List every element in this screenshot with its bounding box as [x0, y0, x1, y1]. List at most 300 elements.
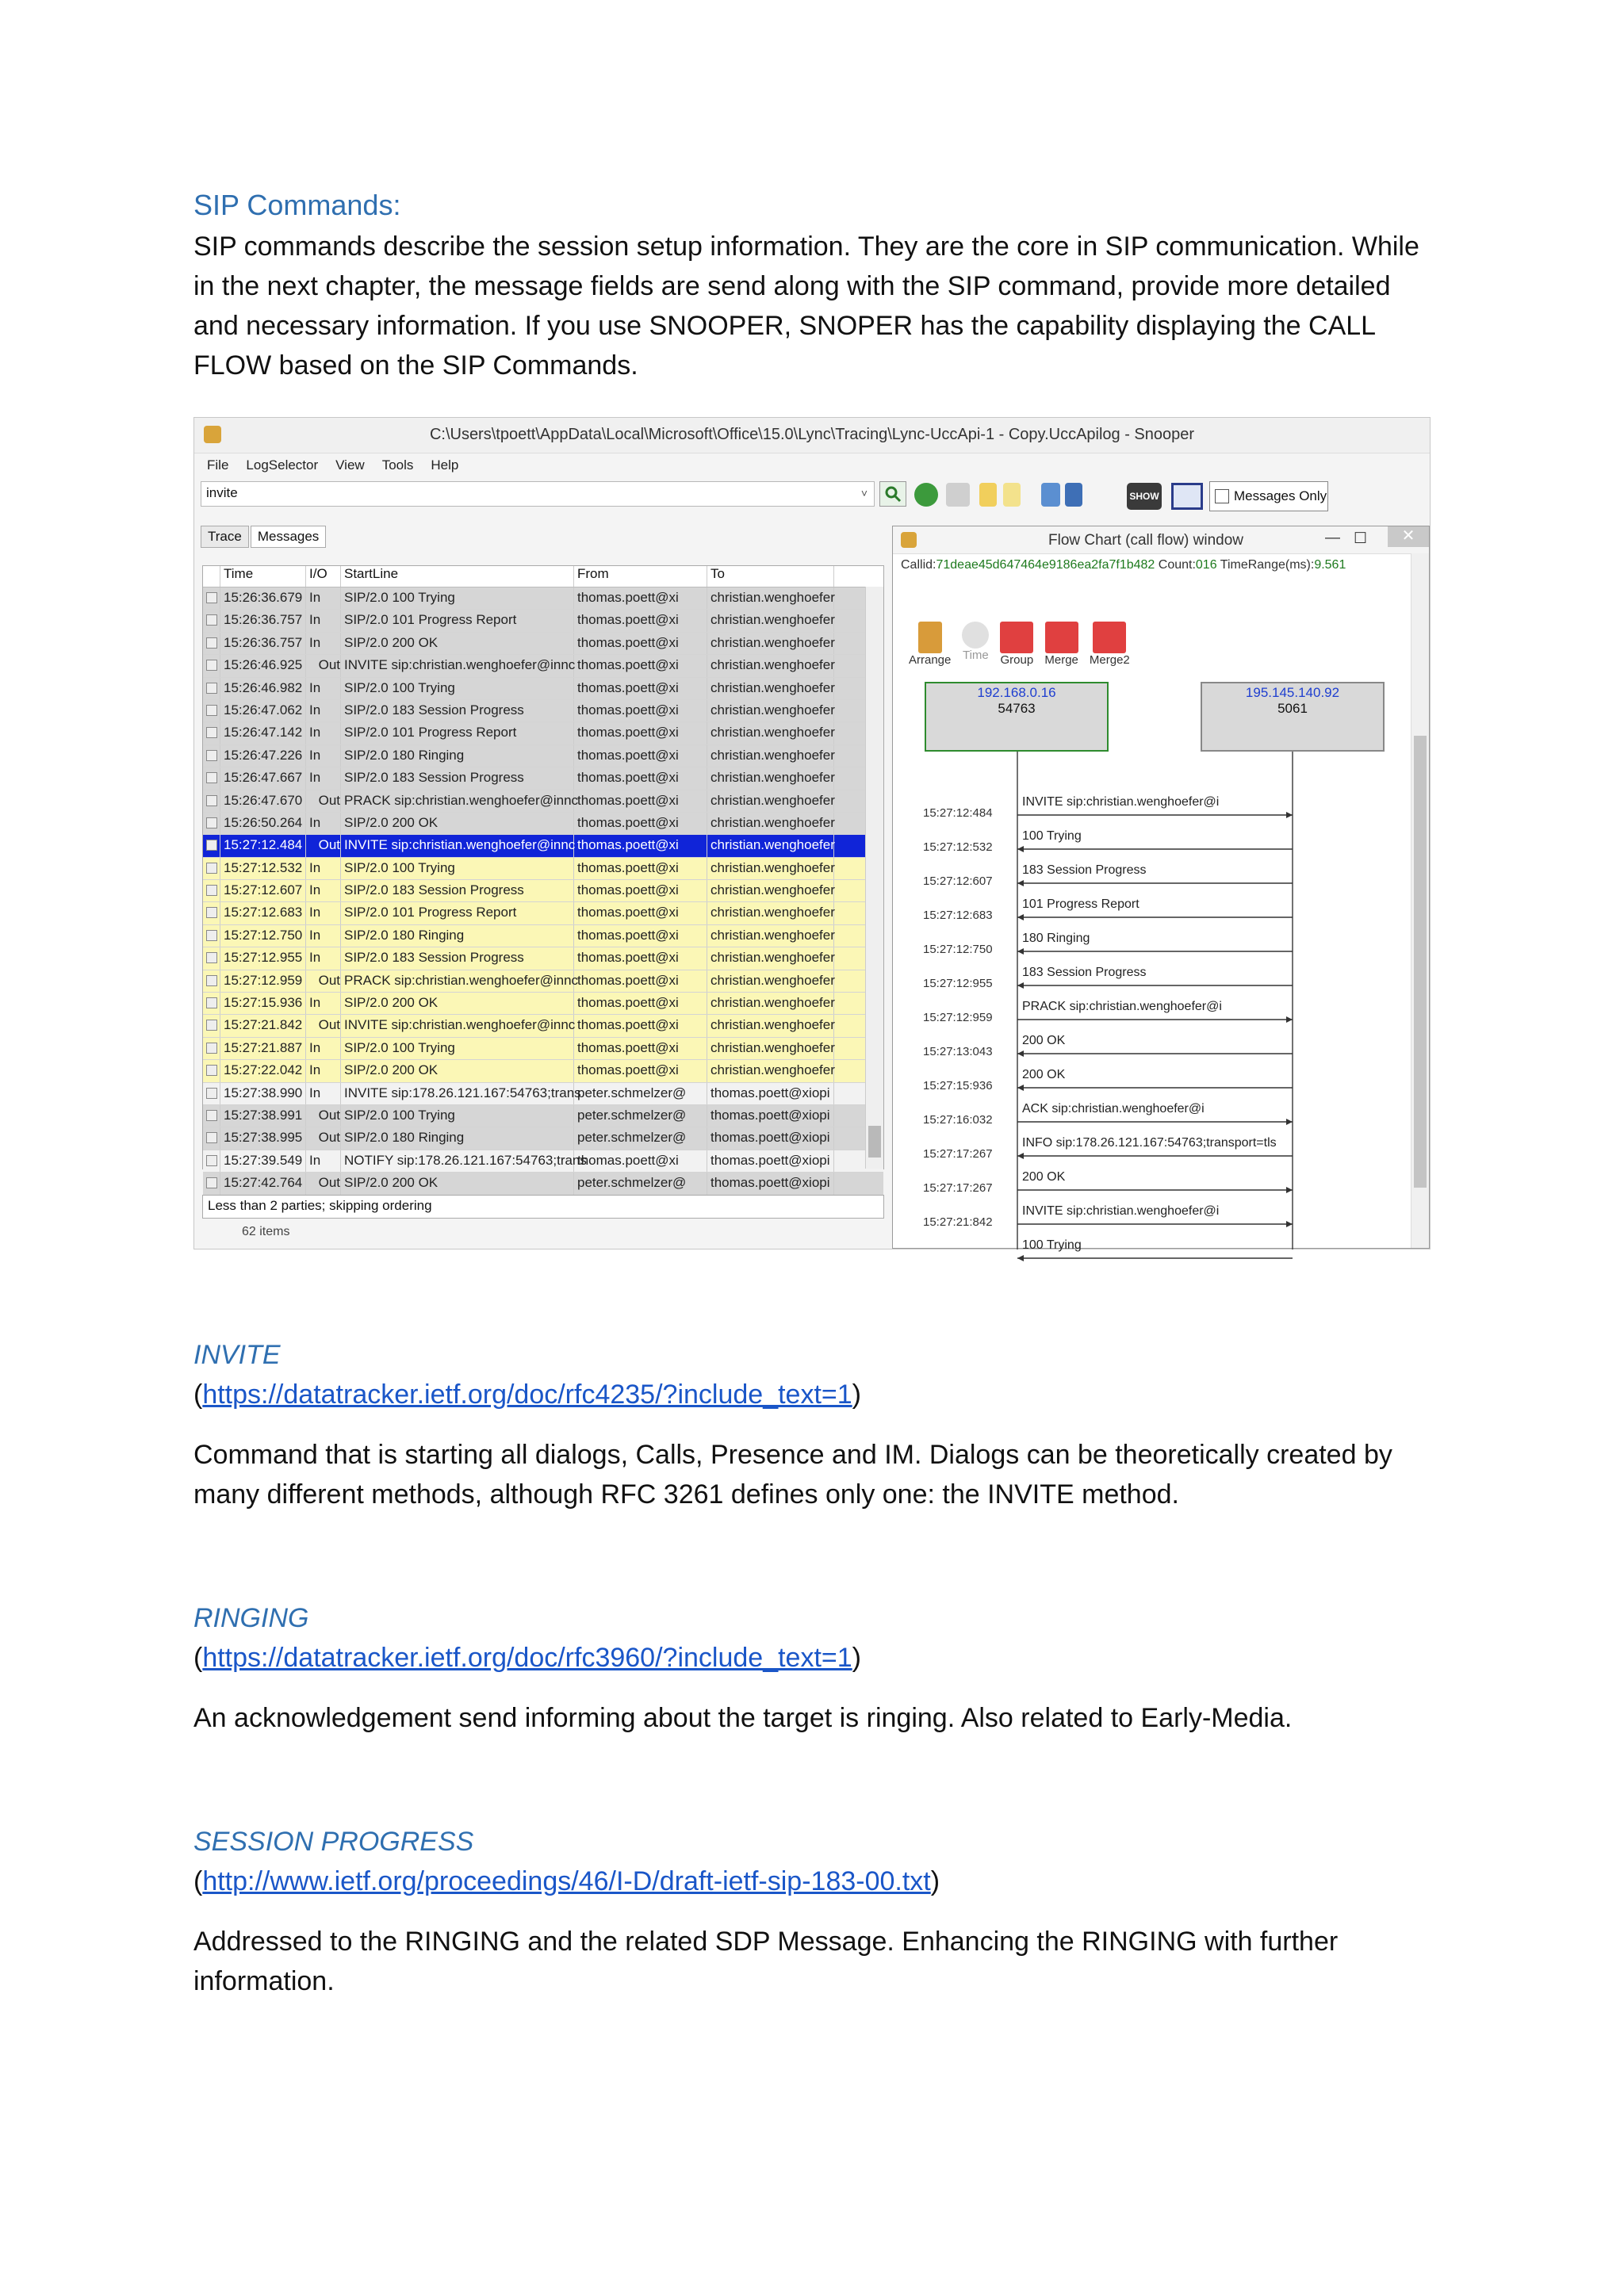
cell-time: 15:26:47.667	[220, 767, 306, 789]
cell-io: Out	[306, 835, 341, 856]
window-titlebar	[194, 418, 1430, 453]
cell-startline: SIP/2.0 183 Session Progress	[341, 767, 574, 789]
cell-io: In	[306, 767, 341, 789]
cell-io: In	[306, 947, 341, 969]
row-checkbox-box[interactable]	[206, 592, 217, 603]
message-time: 15:27:12:683	[923, 909, 993, 922]
row-checkbox-box[interactable]	[206, 930, 217, 941]
cell-io: In	[306, 880, 341, 901]
arrowhead	[1286, 1016, 1293, 1023]
cell-time: 15:26:46.982	[220, 678, 306, 699]
row-checkbox-box[interactable]	[206, 1177, 217, 1188]
cell-from: thomas.poett@xi	[574, 858, 707, 879]
cell-to: christian.wenghoefer	[707, 835, 834, 856]
cell-from: peter.schmelzer@	[574, 1173, 707, 1194]
cell-io: Out	[306, 1015, 341, 1036]
row-checkbox-box[interactable]	[206, 1065, 217, 1076]
cell-from: thomas.poett@xi	[574, 610, 707, 631]
cell-to: christian.wenghoefer	[707, 1038, 834, 1059]
refresh-icon[interactable]	[914, 483, 938, 507]
cell-startline: SIP/2.0 180 Ringing	[341, 925, 574, 947]
cell-io: In	[306, 813, 341, 834]
cell-startline: SIP/2.0 100 Trying	[341, 587, 574, 609]
host-a-port: 54763	[998, 701, 1036, 716]
row-checkbox-box[interactable]	[206, 840, 217, 851]
menu-bar	[194, 453, 1430, 477]
cell-to: thomas.poett@xiopi	[707, 1105, 834, 1127]
cell-time: 15:27:42.764	[220, 1173, 306, 1194]
section-link[interactable]: http://www.ietf.org/proceedings/46/I-D/draft-ietf-sip-183-00.txt	[202, 1866, 931, 1896]
cell-io: Out	[306, 790, 341, 812]
row-checkbox	[203, 655, 220, 676]
cell-time: 15:27:12.532	[220, 858, 306, 879]
cell-to: christian.wenghoefer	[707, 587, 834, 609]
cell-from: thomas.poett@xi	[574, 722, 707, 744]
table-row[interactable]	[203, 1127, 883, 1150]
column-startline[interactable]: StartLine	[341, 566, 574, 587]
row-checkbox	[203, 722, 220, 744]
cell-from: thomas.poett@xi	[574, 655, 707, 676]
maximize-icon[interactable]: ☐	[1353, 530, 1367, 547]
table-row[interactable]	[203, 925, 883, 947]
show-button[interactable]: SHOW	[1127, 483, 1162, 510]
message-label: 200 OK	[1022, 1068, 1066, 1081]
messages-only-label: Messages Only	[1234, 488, 1327, 503]
row-checkbox-box[interactable]	[206, 1020, 217, 1031]
table-row[interactable]	[203, 835, 883, 857]
table-row[interactable]	[203, 813, 883, 835]
cell-startline: PRACK sip:christian.wenghoefer@innc	[341, 970, 574, 992]
table-row[interactable]	[203, 1105, 883, 1127]
message-time: 15:27:12:532	[923, 840, 993, 854]
cell-time: 15:27:38.991	[220, 1105, 306, 1127]
cell-time: 15:27:12.484	[220, 835, 306, 856]
arrowhead	[1286, 1221, 1293, 1227]
section-link-line: (https://datatracker.ietf.org/doc/rfc4235/?include_text=1)	[193, 1380, 861, 1410]
cell-to: christian.wenghoefer	[707, 947, 834, 969]
call-flow-diagram	[893, 526, 1408, 1252]
message-label: INFO sip:178.26.121.167:54763;transport=tls	[1022, 1136, 1277, 1150]
row-checkbox-box[interactable]	[206, 1110, 217, 1121]
cell-time: 15:27:38.990	[220, 1083, 306, 1104]
cell-from: thomas.poett@xi	[574, 587, 707, 609]
arrowhead	[1017, 1153, 1024, 1159]
row-checkbox	[203, 1150, 220, 1172]
table-row[interactable]	[203, 722, 883, 744]
cell-io: In	[306, 587, 341, 609]
cell-to: christian.wenghoefer	[707, 902, 834, 924]
cell-io: Out	[306, 655, 341, 676]
cell-time: 15:26:47.226	[220, 745, 306, 767]
cell-time: 15:27:12.683	[220, 902, 306, 924]
section-link-line: (http://www.ietf.org/proceedings/46/I-D/draft-ietf-sip-183-00.txt)	[193, 1866, 940, 1896]
row-checkbox	[203, 858, 220, 879]
cell-from: peter.schmelzer@	[574, 1127, 707, 1149]
arrowhead	[1286, 1119, 1293, 1125]
cell-startline: SIP/2.0 200 OK	[341, 1060, 574, 1081]
close-icon[interactable]: ✕	[1388, 526, 1429, 547]
tab-trace[interactable]: Trace	[201, 526, 249, 548]
row-checkbox	[203, 587, 220, 609]
column-time[interactable]: Time	[220, 566, 306, 587]
cell-time: 15:27:21.842	[220, 1015, 306, 1036]
row-checkbox	[203, 1083, 220, 1104]
cell-from: thomas.poett@xi	[574, 947, 707, 969]
cell-io: In	[306, 858, 341, 879]
cell-startline: PRACK sip:christian.wenghoefer@innc	[341, 790, 574, 812]
row-checkbox	[203, 610, 220, 631]
table-row[interactable]	[203, 655, 883, 677]
row-checkbox	[203, 925, 220, 947]
table-row[interactable]	[203, 633, 883, 655]
cell-to: christian.wenghoefer	[707, 745, 834, 767]
message-label: 100 Trying	[1022, 829, 1082, 843]
command-section	[193, 1598, 1431, 1738]
cell-io: Out	[306, 1105, 341, 1127]
chevron-down-icon[interactable]: ˅	[860, 487, 868, 499]
cell-time: 15:27:12.607	[220, 880, 306, 901]
host-a-ip: 192.168.0.16	[977, 685, 1056, 700]
arrowhead	[1017, 1050, 1024, 1057]
message-label: 200 OK	[1022, 1034, 1066, 1047]
grid-body	[203, 587, 883, 1196]
group-label: Group	[1000, 653, 1034, 667]
message-label: INVITE sip:christian.wenghoefer@i	[1022, 1204, 1220, 1218]
table-row[interactable]	[203, 610, 883, 632]
cell-time: 15:27:21.887	[220, 1038, 306, 1059]
message-label: PRACK sip:christian.wenghoefer@i	[1022, 1000, 1222, 1013]
row-checkbox	[203, 880, 220, 901]
callid-value: 71deae45d647464e9186ea2fa7f1b482	[936, 558, 1155, 572]
message-label: INVITE sip:christian.wenghoefer@i	[1022, 795, 1220, 809]
cell-to: christian.wenghoefer	[707, 1060, 834, 1081]
command-section	[193, 1335, 1431, 1514]
cell-to: christian.wenghoefer	[707, 880, 834, 901]
cell-io: Out	[306, 970, 341, 992]
cell-time: 15:26:36.757	[220, 610, 306, 631]
cell-startline: SIP/2.0 100 Trying	[341, 1105, 574, 1127]
menu-file[interactable]: File	[207, 457, 229, 473]
message-label: 183 Session Progress	[1022, 966, 1147, 979]
cell-io: In	[306, 678, 341, 699]
row-checkbox	[203, 813, 220, 834]
grid-scrollbar[interactable]	[865, 587, 883, 1169]
cell-from: thomas.poett@xi	[574, 1015, 707, 1036]
table-row[interactable]	[203, 678, 883, 700]
grid-header	[203, 566, 883, 587]
host-b-ip: 195.145.140.92	[1245, 685, 1340, 700]
pencil-icon[interactable]	[979, 483, 997, 507]
cell-startline: INVITE sip:christian.wenghoefer@innc	[341, 655, 574, 676]
row-checkbox-box[interactable]	[206, 885, 217, 896]
arrowhead	[1017, 846, 1024, 852]
cell-startline: INVITE sip:178.26.121.167:54763;trans	[341, 1083, 574, 1104]
cell-startline: SIP/2.0 200 OK	[341, 633, 574, 654]
menu-logselector[interactable]: LogSelector	[246, 457, 319, 473]
flow-scrollbar[interactable]	[1411, 553, 1429, 1248]
tab-messages[interactable]: Messages	[251, 526, 326, 548]
row-checkbox-box[interactable]	[206, 637, 217, 649]
row-checkbox-box[interactable]	[206, 727, 217, 738]
cell-io: In	[306, 1150, 341, 1172]
row-checkbox-box[interactable]	[206, 863, 217, 874]
message-time: 15:27:12:750	[923, 943, 993, 956]
row-checkbox	[203, 678, 220, 699]
book-icon[interactable]	[1065, 483, 1082, 507]
row-checkbox	[203, 835, 220, 856]
table-row[interactable]	[203, 1060, 883, 1082]
cell-io: In	[306, 993, 341, 1014]
cell-to: christian.wenghoefer	[707, 858, 834, 879]
cell-from: thomas.poett@xi	[574, 678, 707, 699]
header-spacer	[203, 566, 220, 587]
cell-from: thomas.poett@xi	[574, 902, 707, 924]
message-label: 180 Ringing	[1022, 932, 1090, 945]
host-b-port: 5061	[1277, 701, 1308, 716]
range-label: TimeRange(ms):	[1220, 558, 1315, 572]
arrowhead	[1286, 812, 1293, 818]
messages-grid	[202, 565, 884, 1191]
message-time: 15:27:17:267	[923, 1181, 993, 1195]
row-checkbox	[203, 767, 220, 789]
column-from[interactable]: From	[574, 566, 707, 587]
cell-startline: SIP/2.0 101 Progress Report	[341, 722, 574, 744]
toolbar	[201, 481, 1076, 510]
filter-icon[interactable]	[946, 483, 970, 507]
message-label: 100 Trying	[1022, 1238, 1082, 1252]
menu-tools[interactable]: Tools	[381, 457, 414, 473]
cell-from: thomas.poett@xi	[574, 767, 707, 789]
cell-to: christian.wenghoefer	[707, 655, 834, 676]
row-checkbox	[203, 947, 220, 969]
row-checkbox-box[interactable]	[206, 750, 217, 761]
table-row[interactable]	[203, 700, 883, 722]
search-icon	[884, 485, 902, 503]
cell-startline: NOTIFY sip:178.26.121.167:54763;trans	[341, 1150, 574, 1172]
row-checkbox-box[interactable]	[206, 795, 217, 806]
row-checkbox-box[interactable]	[206, 907, 217, 918]
arrowhead	[1286, 1187, 1293, 1193]
search-button[interactable]	[879, 481, 906, 507]
row-checkbox-box[interactable]	[206, 1132, 217, 1143]
cell-time: 15:27:12.955	[220, 947, 306, 969]
table-row[interactable]	[203, 858, 883, 880]
section-link-line: (https://datatracker.ietf.org/doc/rfc3960/?include_text=1)	[193, 1643, 861, 1673]
table-row[interactable]	[203, 1015, 883, 1037]
row-checkbox	[203, 1173, 220, 1194]
cell-time: 15:26:36.757	[220, 633, 306, 654]
cell-from: thomas.poett@xi	[574, 1060, 707, 1081]
cell-startline: SIP/2.0 100 Trying	[341, 1038, 574, 1059]
cell-from: thomas.poett@xi	[574, 993, 707, 1014]
row-checkbox-box[interactable]	[206, 705, 217, 716]
messages-only-toggle[interactable]	[1209, 481, 1328, 511]
cell-to: christian.wenghoefer	[707, 700, 834, 721]
count-label: Count:	[1158, 558, 1196, 572]
cell-startline: SIP/2.0 180 Ringing	[341, 745, 574, 767]
row-checkbox-box[interactable]	[206, 1043, 217, 1054]
row-checkbox	[203, 1105, 220, 1127]
cell-time: 15:26:36.679	[220, 587, 306, 609]
cell-from: thomas.poett@xi	[574, 925, 707, 947]
cell-io: In	[306, 610, 341, 631]
row-checkbox-box[interactable]	[206, 683, 217, 694]
search-value: invite	[206, 485, 238, 500]
cell-startline: SIP/2.0 183 Session Progress	[341, 947, 574, 969]
row-checkbox-box[interactable]	[206, 975, 217, 986]
message-time: 15:27:12:607	[923, 874, 993, 888]
section-title: INVITE	[193, 1340, 281, 1370]
arrowhead	[1017, 880, 1024, 886]
count-value: 016	[1195, 558, 1217, 572]
cell-time: 15:27:39.549	[220, 1150, 306, 1172]
cell-to: christian.wenghoefer	[707, 925, 834, 947]
cell-from: thomas.poett@xi	[574, 813, 707, 834]
message-label: 101 Progress Report	[1022, 897, 1139, 911]
table-row[interactable]	[203, 1083, 883, 1105]
arrowhead	[1017, 914, 1024, 920]
column-io[interactable]: I/O	[306, 566, 341, 587]
messages-only-checkbox[interactable]	[1215, 489, 1229, 503]
table-row[interactable]	[203, 947, 883, 970]
layout-icon[interactable]	[1171, 483, 1203, 510]
section-title: RINGING	[193, 1603, 309, 1633]
menu-view[interactable]: View	[335, 457, 365, 473]
table-row[interactable]	[203, 790, 883, 813]
row-checkbox-box[interactable]	[206, 952, 217, 963]
merge2-label: Merge2	[1089, 653, 1130, 667]
cell-time: 15:27:38.995	[220, 1127, 306, 1149]
row-checkbox-box[interactable]	[206, 817, 217, 828]
callid-label: Callid:	[901, 558, 936, 572]
cell-from: peter.schmelzer@	[574, 1083, 707, 1104]
row-checkbox	[203, 993, 220, 1014]
cell-to: christian.wenghoefer	[707, 678, 834, 699]
section-link[interactable]: https://datatracker.ietf.org/doc/rfc3960/?include_text=1	[202, 1643, 852, 1673]
message-time: 15:27:21:842	[923, 1215, 993, 1229]
flow-scroll-thumb[interactable]	[1414, 736, 1427, 1188]
row-checkbox-box[interactable]	[206, 614, 217, 626]
cell-to: christian.wenghoefer	[707, 1015, 834, 1036]
window-title: C:\Users\tpoett\AppData\Local\Microsoft\Office\15.0\Lync\Tracing\Lync-UccApi-1 - Copy.UccApilog - Snooper	[429, 426, 1195, 443]
section-link[interactable]: https://datatracker.ietf.org/doc/rfc4235/?include_text=1	[202, 1380, 852, 1410]
row-checkbox	[203, 970, 220, 992]
table-row[interactable]	[203, 745, 883, 767]
window-icon[interactable]	[1041, 483, 1060, 507]
cell-time: 15:27:22.042	[220, 1060, 306, 1081]
flow-chart-window	[892, 526, 1430, 1252]
tab-strip	[201, 526, 327, 548]
cell-startline: INVITE sip:christian.wenghoefer@innc	[341, 1015, 574, 1036]
cell-startline: SIP/2.0 100 Trying	[341, 858, 574, 879]
cell-to: christian.wenghoefer	[707, 993, 834, 1014]
message-label: 200 OK	[1022, 1170, 1066, 1184]
row-checkbox	[203, 700, 220, 721]
row-checkbox	[203, 1127, 220, 1149]
cell-io: In	[306, 1060, 341, 1081]
table-row[interactable]	[203, 993, 883, 1015]
table-row[interactable]	[203, 970, 883, 993]
cell-to: thomas.poett@xiopi	[707, 1173, 834, 1194]
cell-io: In	[306, 1083, 341, 1104]
table-row[interactable]	[203, 880, 883, 902]
table-row[interactable]	[203, 587, 883, 610]
cell-time: 15:27:12.959	[220, 970, 306, 992]
table-row[interactable]	[203, 1150, 883, 1173]
cell-io: In	[306, 1038, 341, 1059]
grid-scroll-thumb[interactable]	[868, 1126, 881, 1158]
message-time: 15:27:15:936	[923, 1079, 993, 1093]
cell-time: 15:27:12.750	[220, 925, 306, 947]
cell-from: thomas.poett@xi	[574, 790, 707, 812]
table-row[interactable]	[203, 1038, 883, 1060]
cell-time: 15:26:50.264	[220, 813, 306, 834]
arrowhead	[1017, 1085, 1024, 1091]
cell-startline: SIP/2.0 200 OK	[341, 813, 574, 834]
section-text: Addressed to the RINGING and the related SDP Message. Enhancing the RINGING with further information.	[193, 1927, 1339, 1996]
table-row[interactable]	[203, 902, 883, 924]
message-time: 15:27:16:032	[923, 1113, 993, 1127]
table-row[interactable]	[203, 767, 883, 790]
bookmark-icon[interactable]	[1003, 483, 1021, 507]
search-input[interactable]	[201, 481, 875, 507]
minimize-icon[interactable]: —	[1325, 530, 1340, 546]
message-time: 15:27:12:955	[923, 977, 993, 990]
cell-startline: SIP/2.0 101 Progress Report	[341, 902, 574, 924]
cell-io: In	[306, 633, 341, 654]
status-bar: Less than 2 parties; skipping ordering	[202, 1195, 884, 1219]
cell-to: thomas.poett@xiopi	[707, 1127, 834, 1149]
cell-io: In	[306, 722, 341, 744]
section-text: An acknowledgement send informing about the target is ringing. Also related to Early-Media.	[193, 1703, 1293, 1733]
cell-from: thomas.poett@xi	[574, 835, 707, 856]
cell-startline: SIP/2.0 100 Trying	[341, 678, 574, 699]
merge-label: Merge	[1044, 653, 1078, 667]
row-checkbox-box[interactable]	[206, 660, 217, 671]
row-checkbox-box[interactable]	[206, 997, 217, 1008]
message-time: 15:27:12:959	[923, 1011, 993, 1024]
cell-to: christian.wenghoefer	[707, 633, 834, 654]
row-checkbox	[203, 790, 220, 812]
cell-io: In	[306, 700, 341, 721]
message-label: ACK sip:christian.wenghoefer@i	[1022, 1102, 1205, 1115]
command-section	[193, 1822, 1431, 2001]
item-count: 62 items	[242, 1225, 290, 1238]
time-label: Time	[962, 649, 989, 662]
range-value: 9.561	[1314, 558, 1346, 572]
row-checkbox-box[interactable]	[206, 1088, 217, 1099]
menu-help[interactable]: Help	[431, 457, 459, 473]
document-intro	[193, 189, 1431, 385]
table-row[interactable]	[203, 1173, 883, 1195]
cell-to: christian.wenghoefer	[707, 722, 834, 744]
cell-startline: SIP/2.0 183 Session Progress	[341, 880, 574, 901]
flow-chart-title: Flow Chart (call flow) window	[1048, 532, 1244, 549]
cell-time: 15:26:46.925	[220, 655, 306, 676]
cell-from: thomas.poett@xi	[574, 700, 707, 721]
row-checkbox-box[interactable]	[206, 1155, 217, 1166]
snooper-screenshot	[193, 417, 1431, 1252]
cell-from: thomas.poett@xi	[574, 1038, 707, 1059]
cell-startline: INVITE sip:christian.wenghoefer@innc	[341, 835, 574, 856]
cell-from: peter.schmelzer@	[574, 1105, 707, 1127]
row-checkbox-box[interactable]	[206, 772, 217, 783]
arrowhead	[1017, 982, 1024, 989]
arrowhead	[1017, 948, 1024, 955]
cell-from: thomas.poett@xi	[574, 1150, 707, 1172]
column-to[interactable]: To	[707, 566, 834, 587]
cell-from: thomas.poett@xi	[574, 880, 707, 901]
